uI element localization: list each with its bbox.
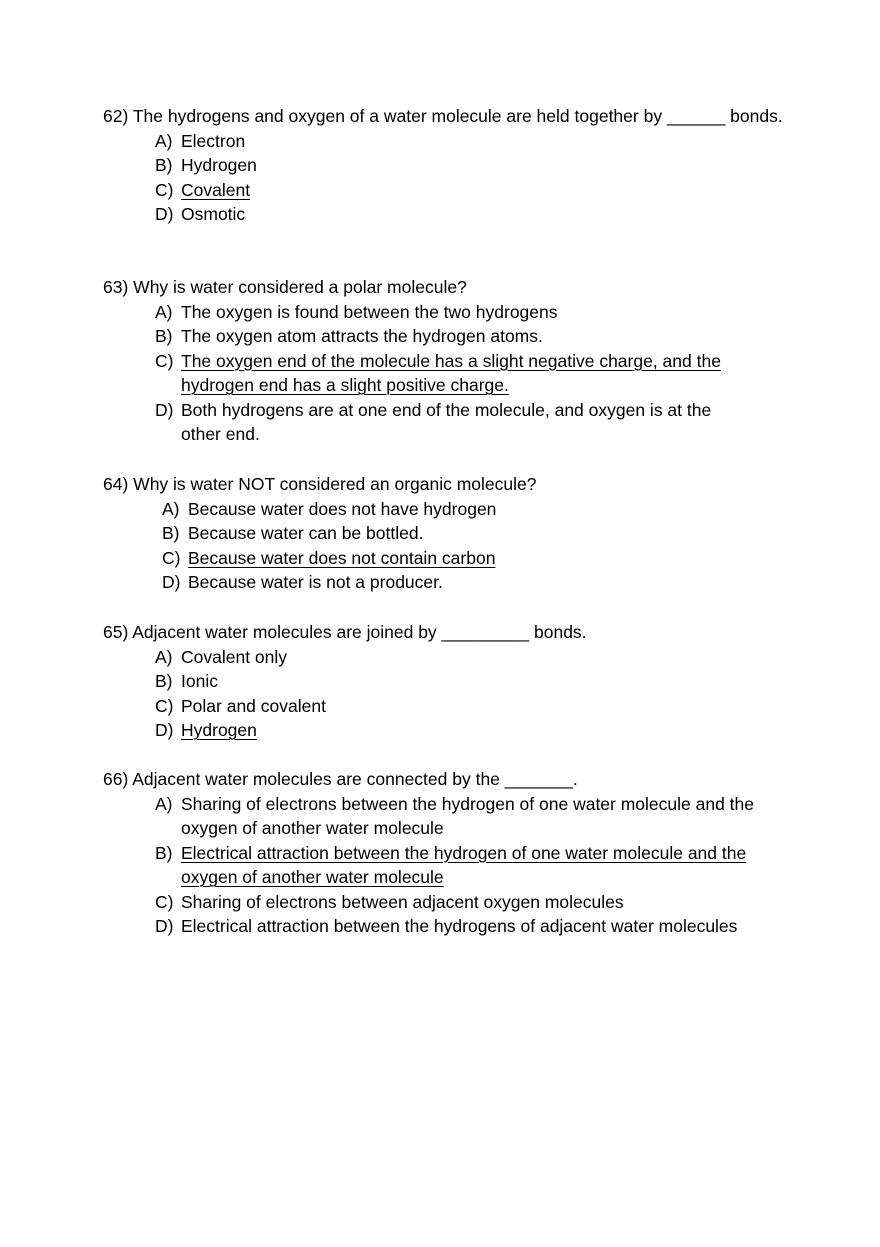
option-letter: A): [155, 646, 173, 667]
option-letter: B): [155, 155, 173, 175]
answer-option-c: [155, 178, 793, 203]
option-text: Both hydrogens are at one end of the molecule, and oxygen is at the other end.: [181, 399, 712, 444]
answer-option-a: [162, 497, 793, 522]
answer-option-c: [155, 890, 795, 915]
option-letter: B): [155, 671, 173, 691]
answer-option-a: [155, 300, 751, 325]
option-letter: B): [162, 523, 180, 543]
option-letter: D): [155, 399, 174, 420]
question-66: [103, 767, 793, 939]
option-text: Covalent only: [181, 646, 288, 667]
option-letter: A): [155, 793, 173, 814]
answer-option-b: [155, 841, 795, 890]
question-number: 62): [103, 106, 129, 126]
option-letter: D): [155, 916, 174, 936]
answer-option-c: [162, 546, 793, 571]
option-letter: C): [155, 695, 174, 716]
question-64: [103, 472, 793, 595]
answer-option-c: [155, 694, 793, 719]
question-number: 63): [103, 277, 129, 297]
option-letter: C): [155, 891, 174, 912]
option-text: Because water does not have hydrogen: [188, 498, 497, 519]
question-text: Why is water considered a polar molecule?: [133, 277, 467, 297]
answer-option-a: [155, 645, 793, 670]
answer-options: [103, 645, 793, 743]
option-text: Electron: [181, 130, 246, 151]
correct-answer-text: The oxygen end of the molecule has a slight negative charge, and the hydrogen end has a slight positive charge.: [181, 350, 721, 395]
question-stem: [103, 620, 793, 645]
answer-option-c: [155, 349, 751, 398]
question-number: 64): [103, 474, 129, 494]
option-text: Because water is not a producer.: [188, 572, 443, 592]
question-text: Why is water NOT considered an organic molecule?: [133, 474, 537, 494]
answer-option-d: [155, 914, 795, 939]
option-letter: B): [155, 842, 173, 863]
question-number: 66): [103, 769, 129, 789]
question-text: Adjacent water molecules are joined by _________ bonds.: [132, 622, 587, 642]
option-text: Ionic: [181, 671, 218, 691]
option-text: Hydrogen: [181, 155, 257, 175]
answer-option-d: [155, 398, 751, 447]
option-letter: D): [162, 572, 181, 592]
question-number: 65): [103, 622, 129, 642]
correct-answer-text: Hydrogen: [181, 720, 257, 740]
answer-option-b: [155, 324, 751, 349]
option-text: The oxygen is found between the two hydrogens: [181, 301, 558, 322]
correct-answer-text: Covalent: [181, 179, 251, 200]
option-text: Polar and covalent: [181, 695, 326, 716]
answer-option-d: [155, 718, 793, 743]
option-letter: A): [162, 498, 180, 519]
question-65: [103, 620, 793, 743]
option-letter: D): [155, 720, 174, 740]
question-stem: [103, 767, 793, 792]
option-letter: A): [155, 301, 173, 322]
question-62: [103, 104, 793, 227]
answer-option-b: [155, 153, 793, 178]
option-text: Electrical attraction between the hydrogens of adjacent water molecules: [181, 916, 738, 936]
option-letter: C): [155, 350, 174, 371]
answer-option-d: [155, 202, 793, 227]
answer-option-b: [155, 669, 793, 694]
answer-options: [103, 129, 793, 227]
option-letter: B): [155, 326, 173, 346]
option-letter: C): [155, 179, 174, 200]
option-text: The oxygen atom attracts the hydrogen atoms.: [181, 326, 543, 346]
answer-options: [103, 497, 793, 595]
answer-options: [103, 300, 751, 447]
question-stem: [103, 104, 793, 129]
question-63: [103, 275, 793, 447]
option-text: Osmotic: [181, 204, 246, 224]
correct-answer-text: Electrical attraction between the hydrogen of one water molecule and the oxygen of another water molecule: [181, 842, 747, 887]
option-letter: A): [155, 130, 173, 151]
answer-option-a: [155, 129, 793, 154]
question-text: The hydrogens and oxygen of a water molecule are held together by ______ bonds.: [132, 106, 783, 126]
answer-option-d: [162, 570, 793, 595]
question-text: Adjacent water molecules are connected by the _______.: [132, 769, 578, 789]
question-stem: [103, 472, 793, 497]
question-stem: [103, 275, 793, 300]
option-text: Sharing of electrons between the hydrogen of one water molecule and the oxygen of another water molecule: [181, 793, 755, 838]
option-text: Sharing of electrons between adjacent oxygen molecules: [181, 891, 624, 912]
answer-option-a: [155, 792, 795, 841]
option-text: Because water can be bottled.: [188, 523, 424, 543]
option-letter: D): [155, 204, 174, 224]
option-letter: C): [162, 547, 181, 568]
answer-options: [103, 792, 795, 939]
answer-option-b: [162, 521, 793, 546]
correct-answer-text: Because water does not contain carbon: [188, 547, 496, 568]
